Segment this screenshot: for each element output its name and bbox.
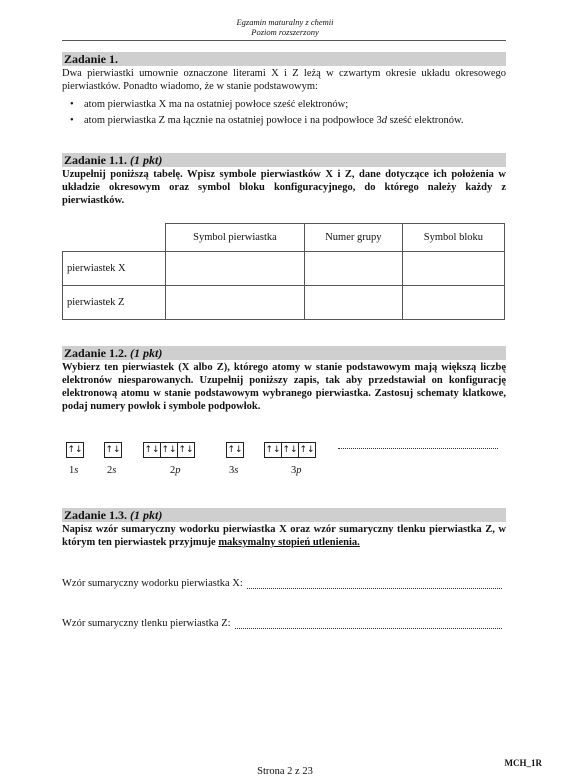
row-label-z: pierwiastek Z	[63, 286, 166, 320]
hydride-formula-row	[62, 578, 502, 589]
orbital-box-3p	[264, 442, 316, 458]
orbital-box-3s	[226, 442, 244, 458]
answer-cell-x-block[interactable]	[402, 252, 504, 286]
table-row	[63, 252, 505, 286]
table-header-group: Numer grupy	[304, 224, 402, 252]
task-1-title: Zadanie 1.	[64, 52, 119, 66]
bullet-dot-icon: •	[70, 99, 74, 110]
subshell-label-2p: 2p	[170, 465, 181, 476]
table-header-row	[63, 224, 505, 252]
orbital-cell: ↑↓	[67, 445, 83, 455]
bullet-z-text-pre: atom pierwiastka Z ma łącznie na ostatniej powłoce i na podpowłoce 3	[84, 115, 382, 126]
orbital-cell: ↑↓	[178, 445, 194, 455]
task-1-2-instruction: Wybierz ten pierwiastek (X albo Z), którego atomy w stanie podstawowym mają większą liczbę elektronów niesparowanych. Uzupełnij poniższy zapis, tak aby przedstawiał on konfigurację elektronową atomu w stanie podstawowym wybranego pierwiastka. Zastosuj schematy klatkowe, podaj numery powłok i symbole podpowłok.	[62, 362, 506, 412]
task-1-bullets	[62, 98, 506, 127]
bullet-z-d-letter: d	[381, 115, 387, 126]
task-1-heading	[62, 52, 506, 66]
task-1-2-heading	[62, 346, 506, 360]
subshell-label-1s: 1s	[69, 465, 79, 476]
subshell-label-2s: 2s	[107, 465, 117, 476]
orbital-cell: ↑↓	[227, 445, 243, 455]
task-1-3-title: Zadanie 1.3.	[64, 508, 128, 522]
table-corner	[63, 224, 166, 252]
bullet-dot-icon: •	[70, 115, 74, 126]
header-rule	[62, 40, 506, 41]
answer-cell-z-symbol[interactable]	[166, 286, 305, 320]
exam-level: Poziom rozszerzony	[251, 27, 319, 37]
configuration-answer-line[interactable]	[338, 448, 498, 449]
answer-cell-x-group[interactable]	[304, 252, 402, 286]
exam-title: Egzamin maturalny z chemii	[236, 17, 334, 27]
exam-code: MCH_1R	[504, 758, 542, 768]
row-label-x: pierwiastek X	[63, 252, 166, 286]
task-1-1-instruction: Uzupełnij poniższą tabelę. Wpisz symbole pierwiastków X i Z, dane dotyczące ich położenia w układzie okresowym oraz symbol bloku konfiguracyjnego, do którego należy każdy z pierwiastków.	[62, 169, 506, 206]
orbital-cell: ↑↓	[265, 445, 281, 455]
table-row	[63, 286, 505, 320]
orbital-box-1s	[66, 442, 84, 458]
task-1-2-title: Zadanie 1.2.	[64, 346, 128, 360]
answer-cell-z-block[interactable]	[402, 286, 504, 320]
task-1-3-points: (1 pkt)	[130, 508, 163, 522]
answer-cell-z-group[interactable]	[304, 286, 402, 320]
task-1-intro: Dwa pierwiastki umownie oznaczone literami X i Z leżą w czwartym okresie układu okresowego pierwiastków. Ponadto wiadomo, że w stanie podstawowym:	[62, 68, 506, 92]
table-header-block: Symbol bloku	[402, 224, 504, 252]
task-1-1-title: Zadanie 1.1.	[64, 153, 128, 167]
page-number: Strona 2 z 23	[257, 766, 313, 777]
orbital-box-2s	[104, 442, 122, 458]
table-header-symbol: Symbol pierwiastka	[166, 224, 305, 252]
oxide-formula-label: Wzór sumaryczny tlenku pierwiastka Z:	[62, 618, 231, 629]
orbital-cell: ↑↓	[144, 445, 160, 455]
task-1-1-heading	[62, 153, 506, 167]
orbital-cell: ↑↓	[282, 445, 298, 455]
oxide-formula-row	[62, 618, 502, 629]
orbital-cell: ↑↓	[105, 445, 121, 455]
task-1-3-instruction-underlined: maksymalny stopień utlenienia.	[218, 537, 360, 548]
task-1-2-points: (1 pkt)	[130, 346, 163, 360]
task-1-bullet-z	[62, 114, 506, 127]
hydride-formula-label: Wzór sumaryczny wodorku pierwiastka X:	[62, 578, 243, 589]
task-1-1-points: (1 pkt)	[130, 153, 163, 167]
answer-cell-x-symbol[interactable]	[166, 252, 305, 286]
orbital-cell: ↑↓	[161, 445, 177, 455]
hydride-formula-answer-line[interactable]	[247, 578, 502, 589]
orbital-cell: ↑↓	[299, 445, 315, 455]
orbital-box-2p	[143, 442, 195, 458]
oxide-formula-answer-line[interactable]	[235, 618, 502, 629]
task-1-3-instruction	[62, 523, 506, 549]
answer-table	[62, 223, 505, 320]
subshell-label-3p: 3p	[291, 465, 302, 476]
task-1-3-instruction-text: Napisz wzór sumaryczny wodorku pierwiastka X oraz wzór sumaryczny tlenku pierwiastka Z, w którym ten pierwiastek przyjmuje	[62, 524, 506, 548]
bullet-x-text: atom pierwiastka X ma na ostatniej powłoce sześć elektronów;	[84, 99, 349, 110]
task-1-3-heading	[62, 508, 506, 522]
task-1-bullet-x	[62, 98, 506, 111]
subshell-label-3s: 3s	[229, 465, 239, 476]
bullet-z-text-post: sześć elektronów.	[386, 115, 464, 126]
